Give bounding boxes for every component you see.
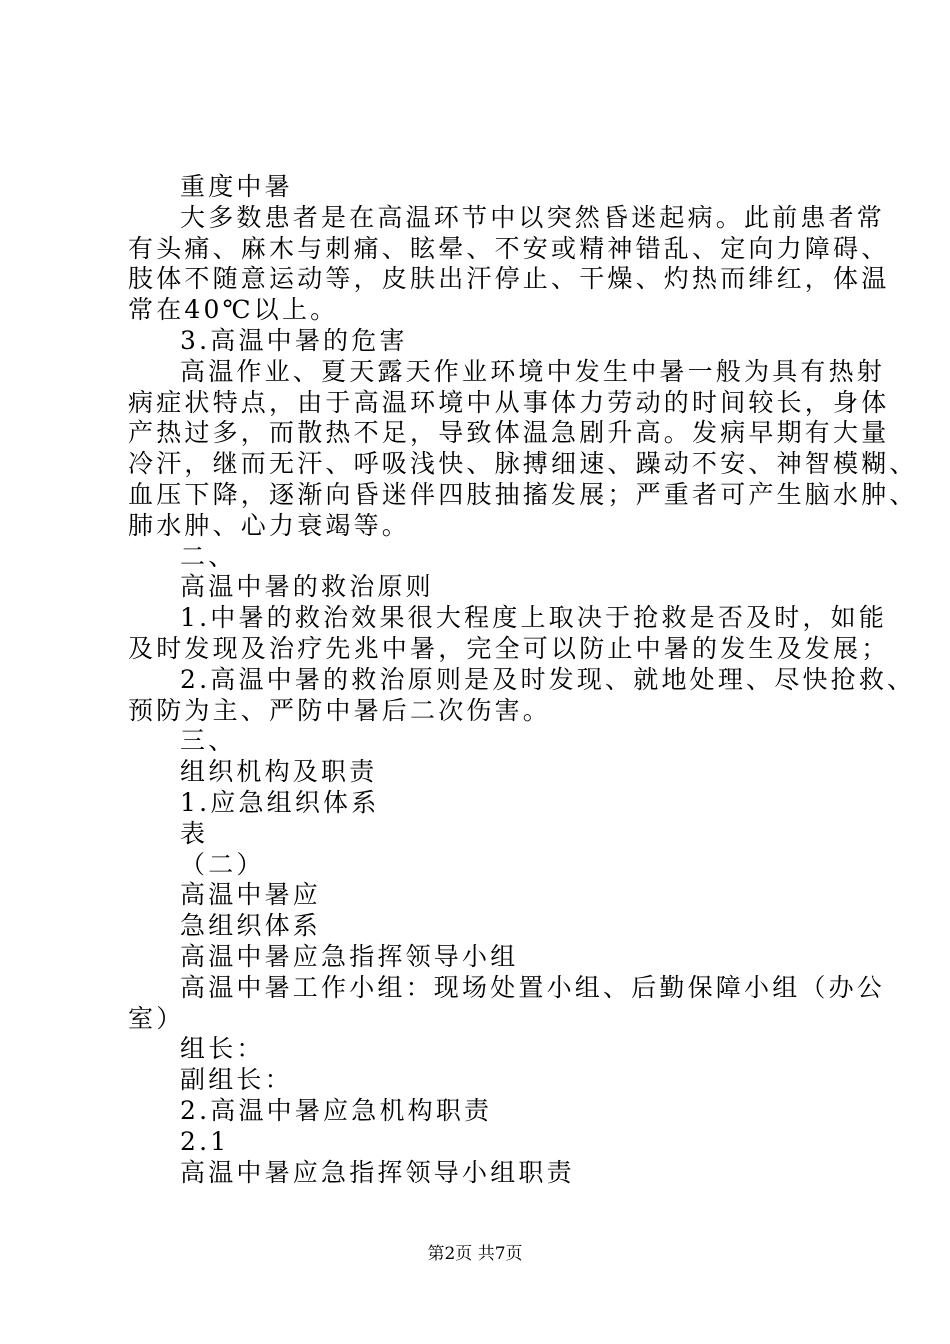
text-line: 产热过多，而散热不足，导致体温急剧升高。发病早期有大量 bbox=[128, 418, 890, 448]
text-line: 及时发现及治疗先兆中暑，完全可以防止中暑的发生及发展； bbox=[128, 633, 890, 663]
text-line: 1.应急组织体系 bbox=[180, 787, 380, 817]
text-line: 2.1 bbox=[180, 1126, 230, 1156]
text-line: 冷汗，继而无汗、呼吸浅快、脉搏细速、躁动不安、神智模糊、 bbox=[128, 449, 918, 479]
text-line: 重度中暑 bbox=[180, 172, 293, 201]
text-line: 常在40℃以上。 bbox=[128, 295, 339, 325]
text-line: 有头痛、麻木与刺痛、眩晕、不安或精神错乱、定向力障碍、 bbox=[128, 233, 890, 263]
text-line: 二、 bbox=[180, 541, 237, 571]
text-line: 室） bbox=[128, 1003, 185, 1033]
text-line: 急组织体系 bbox=[180, 911, 322, 941]
text-line: 2.高温中暑应急机构职责 bbox=[180, 1095, 493, 1125]
text-line: 大多数患者是在高温环节中以突然昏迷起病。此前患者常 bbox=[180, 202, 886, 232]
text-line: 高温中暑应急指挥领导小组职责 bbox=[180, 1157, 575, 1187]
text-line: 组织机构及职责 bbox=[180, 757, 378, 787]
text-line: 高温作业、夏天露天作业环境中发生中暑一般为具有热射 bbox=[180, 356, 886, 386]
text-line: 血压下降，逐渐向昏迷伴四肢抽搐发展；严重者可产生脑水肿、 bbox=[128, 479, 918, 509]
text-line: 病症状特点，由于高温环境中从事体力劳动的时间较长，身体 bbox=[128, 387, 890, 417]
text-line: 预防为主、严防中暑后二次伤害。 bbox=[128, 695, 552, 725]
text-line: （二） bbox=[180, 849, 265, 879]
page-footer: 第2页 共7页 bbox=[427, 1244, 523, 1264]
text-line: 组长： bbox=[180, 1034, 265, 1064]
document-body bbox=[128, 172, 918, 1188]
text-line: 副组长： bbox=[180, 1065, 293, 1095]
text-line: 肺水肿、心力衰竭等。 bbox=[128, 510, 411, 540]
text-line: 高温中暑的救治原则 bbox=[180, 572, 434, 602]
text-line: 高温中暑应急指挥领导小组 bbox=[180, 941, 519, 971]
text-line: 3.高温中暑的危害 bbox=[180, 325, 408, 355]
text-line: 高温中暑工作小组：现场处置小组、后勤保障小组（办公 bbox=[180, 972, 886, 1002]
text-line: 肢体不随意运动等，皮肤出汗停止、干燥、灼热而绯红，体温 bbox=[128, 264, 890, 294]
text-line: 2.高温中暑的救治原则是及时发现、就地处理、尽快抢救、 bbox=[180, 664, 916, 694]
text-line: 高温中暑应 bbox=[180, 880, 322, 910]
text-line: 表 bbox=[180, 818, 209, 848]
text-line: 1.中暑的救治效果很大程度上取决于抢救是否及时，如能 bbox=[180, 603, 888, 633]
text-line: 三、 bbox=[180, 726, 237, 756]
